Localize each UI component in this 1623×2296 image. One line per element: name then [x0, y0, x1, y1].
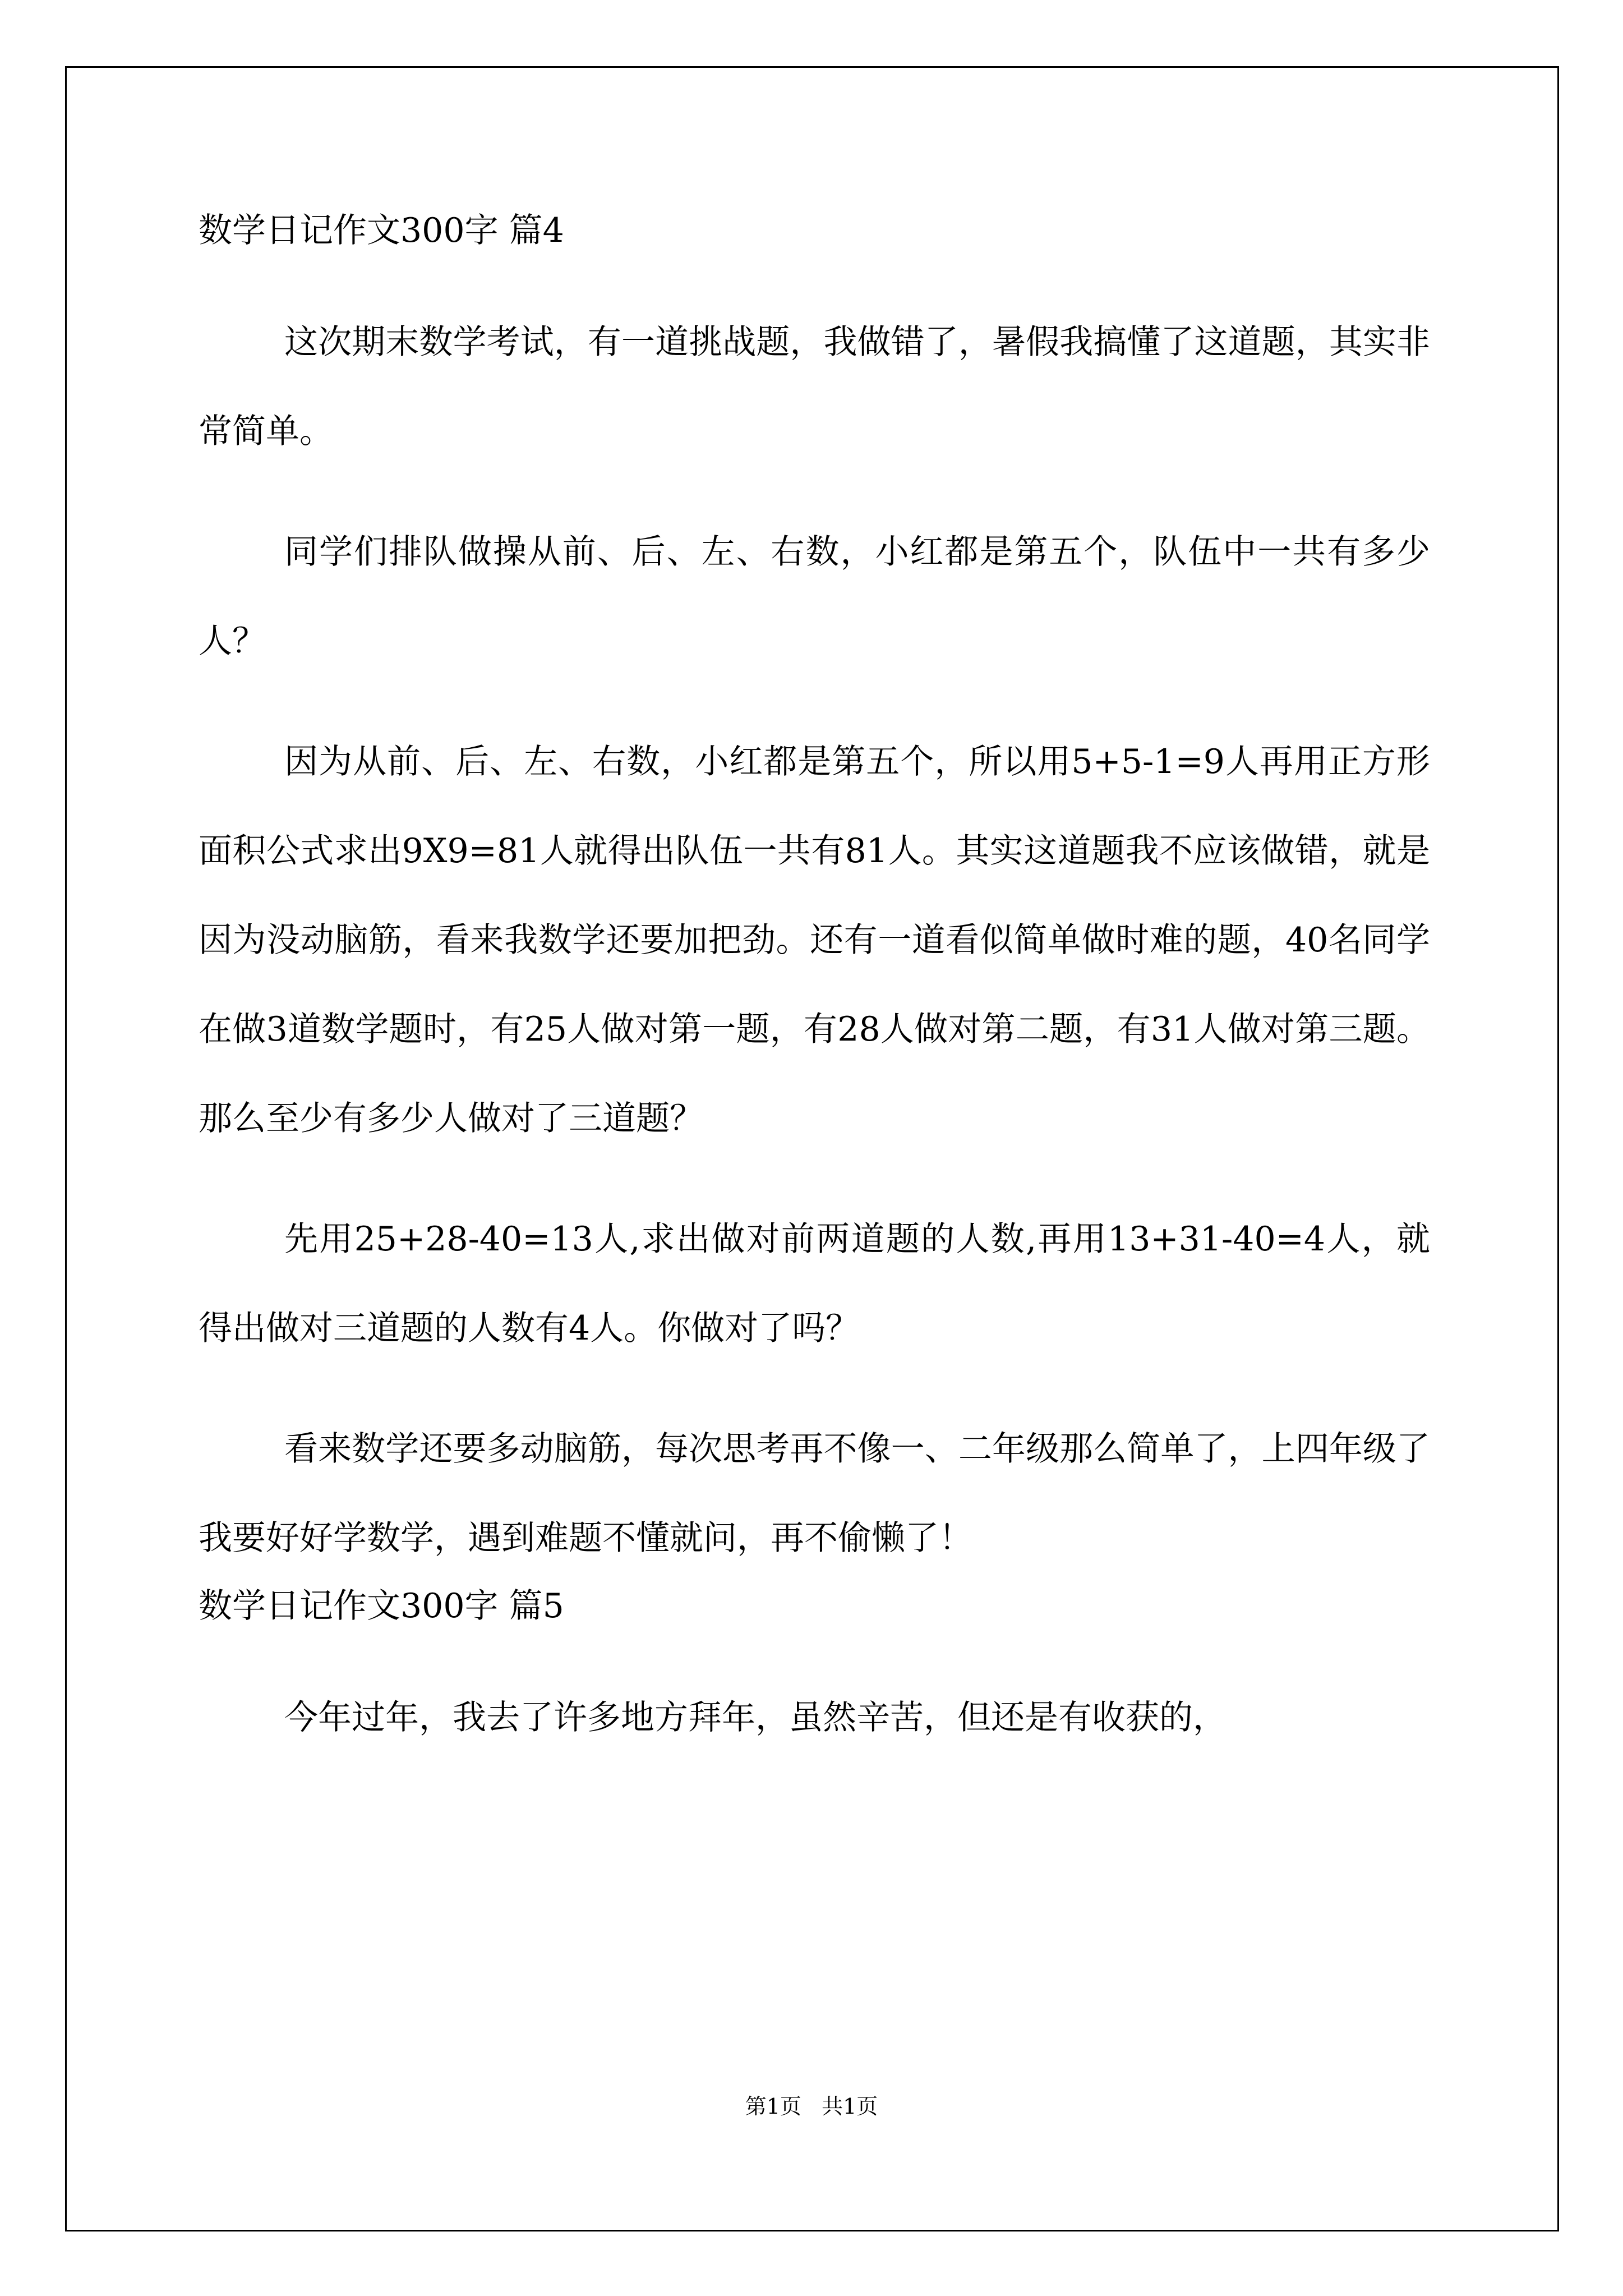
paragraph: 因为从前、后、左、右数，小红都是第五个，所以用5+5-1=9人再用正方形面积公式求出9X9=81人就得出队伍一共有81人。其实这道题我不应该做错，就是因为没动脑筋，看来我数学还要加把劲。还有一道看似简单做时难的题，40名同学在做3道数学题时，有25人做对第一题，有28人做对第二题，有31人做对第三题。那么至少有多少人做对了三道题？ — [199, 742, 1430, 1138]
paragraph: 看来数学还要多动脑筋，每次思考再不像一、二年级那么简单了，上四年级了我要好好学数学，遇到难题不懂就问，再不偷懒了！ — [199, 1429, 1430, 1558]
page-number: 第1页 共1页 — [745, 2094, 878, 2119]
section-4 — [199, 208, 1430, 1583]
document-body — [199, 208, 1430, 1763]
paragraph: 今年过年，我去了许多地方拜年，虽然辛苦，但还是有收获的， — [284, 1698, 1227, 1737]
paragraph: 同学们排队做操从前、后、左、右数，小红都是第五个，队伍中一共有多少人？ — [199, 532, 1430, 661]
paragraph: 先用25+28-40=13人,求出做对前两道题的人数,再用13+31-40=4人，就得出做对三道题的人数有4人。你做对了吗？ — [199, 1220, 1430, 1348]
section-heading: 数学日记作文300字 篇4 — [199, 211, 564, 250]
section-heading: 数学日记作文300字 篇5 — [199, 1586, 564, 1626]
section-5 — [199, 1583, 1430, 1763]
paragraph: 这次期末数学考试，有一道挑战题，我做错了，暑假我搞懂了这道题，其实非常简单。 — [199, 323, 1430, 451]
